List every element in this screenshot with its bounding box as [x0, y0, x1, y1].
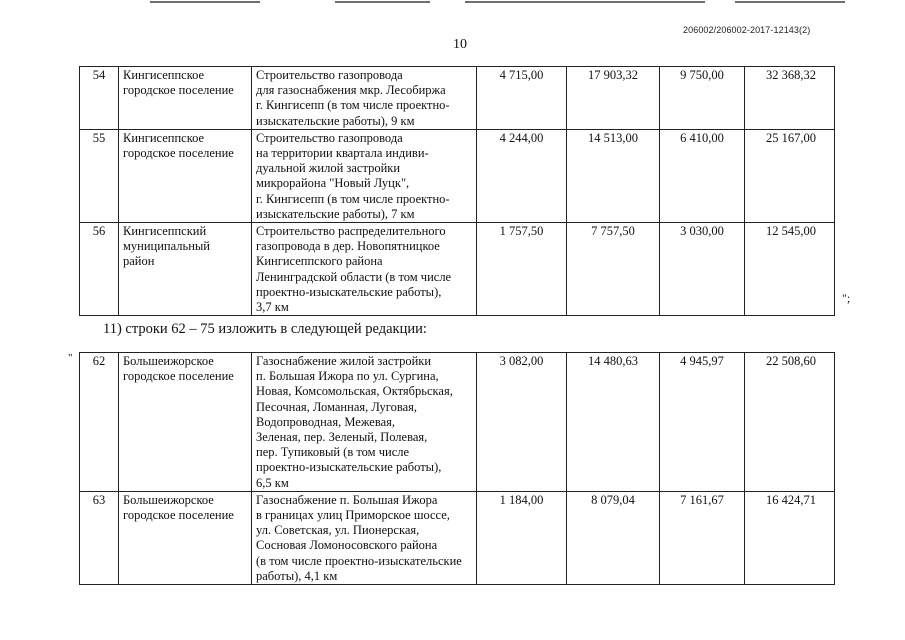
document-id: 206002/206002-2017-12143(2) — [683, 25, 811, 35]
scan-top-edge — [0, 0, 905, 4]
total-cell: 12 545,00 — [745, 223, 835, 316]
table-row — [80, 491, 835, 584]
row-number: 55 — [80, 129, 119, 222]
table-top — [79, 66, 835, 316]
value-cell: 4 244,00 — [477, 129, 567, 222]
page-number: 10 — [453, 37, 467, 52]
object-cell: Строительство газопровода для газоснабжения мкр. Лесобиржа г. Кингисепп (в том числе проектно- изыскательские работы), 9 км — [252, 67, 477, 130]
object-cell: Газоснабжение п. Большая Ижора в границах улиц Приморское шоссе, ул. Советская, ул. Пионерская, Сосновая Ломоносовского района (в том числе проектно-изыскательские работы), 4,1 км — [252, 491, 477, 584]
total-cell: 16 424,71 — [745, 491, 835, 584]
opening-quote-mark: " — [68, 352, 73, 364]
row-number: 54 — [80, 67, 119, 130]
row-number: 62 — [80, 353, 119, 492]
amendment-instruction: 11) строки 62 – 75 изложить в следующей редакции: — [103, 321, 427, 337]
value-cell: 7 161,67 — [660, 491, 745, 584]
table-row — [80, 223, 835, 316]
closing-quote-mark: "; — [842, 291, 851, 305]
value-cell: 6 410,00 — [660, 129, 745, 222]
value-cell: 17 903,32 — [567, 67, 660, 130]
municipality-cell: Кингисеппское городское поселение — [119, 129, 252, 222]
total-cell: 22 508,60 — [745, 353, 835, 492]
value-cell: 3 030,00 — [660, 223, 745, 316]
row-number: 56 — [80, 223, 119, 316]
municipality-cell: Кингисеппское городское поселение — [119, 67, 252, 130]
value-cell: 8 079,04 — [567, 491, 660, 584]
value-cell: 4 945,97 — [660, 353, 745, 492]
municipality-cell: Большеижорское городское поселение — [119, 491, 252, 584]
value-cell: 9 750,00 — [660, 67, 745, 130]
total-cell: 25 167,00 — [745, 129, 835, 222]
value-cell: 4 715,00 — [477, 67, 567, 130]
table-row — [80, 353, 835, 492]
value-cell: 7 757,50 — [567, 223, 660, 316]
row-number: 63 — [80, 491, 119, 584]
value-cell: 14 513,00 — [567, 129, 660, 222]
municipality-cell: Большеижорское городское поселение — [119, 353, 252, 492]
object-cell: Строительство распределительного газопровода в дер. Новопятницкое Кингисеппского района Ленинградской области (в том числе проектно-изыскательские работы), 3,7 км — [252, 223, 477, 316]
table-bottom — [79, 352, 835, 585]
object-cell: Строительство газопровода на территории квартала индиви- дуальной жилой застройки микрорайона "Новый Луцк", г. Кингисепп (в том числе проектно- изыскательские работы), 7 км — [252, 129, 477, 222]
value-cell: 1 757,50 — [477, 223, 567, 316]
total-cell: 32 368,32 — [745, 67, 835, 130]
object-cell: Газоснабжение жилой застройки п. Большая Ижора по ул. Сургина, Новая, Комсомольская, Октябрьская, Песочная, Ломанная, Луговая, Водопроводная, Межевая, Зеленая, пер. Зеленый, Полевая, пер. Тупиковый (в том числе проектно-изыскательские работы), 6,5 км — [252, 353, 477, 492]
value-cell: 14 480,63 — [567, 353, 660, 492]
table-row — [80, 67, 835, 130]
table-row — [80, 129, 835, 222]
value-cell: 1 184,00 — [477, 491, 567, 584]
municipality-cell: Кингисеппский муниципальный район — [119, 223, 252, 316]
value-cell: 3 082,00 — [477, 353, 567, 492]
